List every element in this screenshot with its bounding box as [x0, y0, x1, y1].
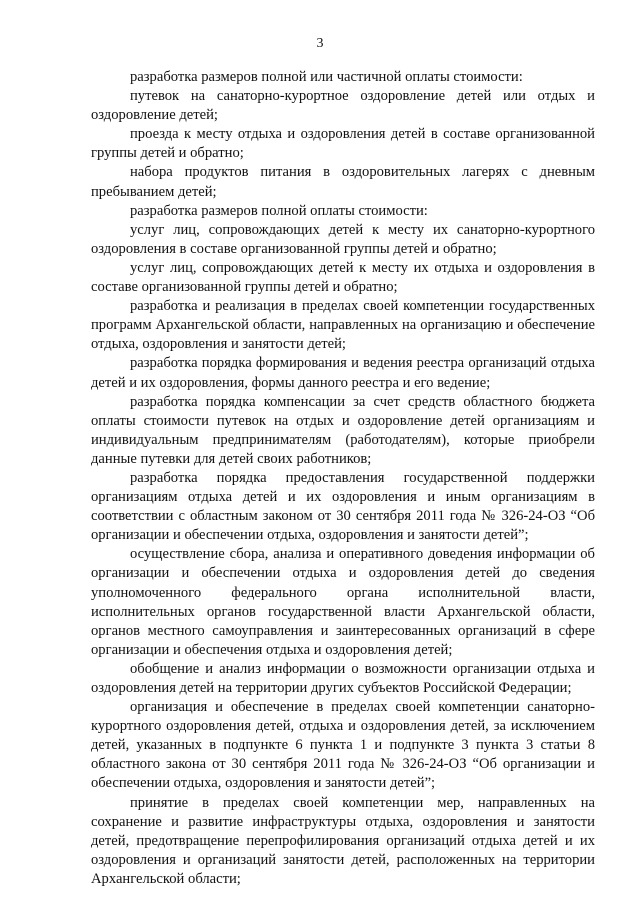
paragraph: набора продуктов питания в оздоровительных лагерях с дневным пребыванием детей;	[91, 164, 595, 200]
paragraph: услуг лиц, сопровождающих детей к месту их отдыха и оздоровления в составе организованной группы детей и обратно;	[91, 259, 595, 296]
paragraph: разработка и реализация в пределах своей компетенции государственных программ Архангельской области, направленных на организацию и обеспечение отдыха, оздоровления и занятости детей;	[91, 298, 595, 353]
paragraph: разработка размеров полной оплаты стоимости:	[130, 202, 428, 219]
paragraph: разработка порядка предоставления государственной поддержки организациям отдыха детей и их оздоровления и иным организациям в соответствии с областным законом от 30 сентября 2011 года № 326-24-ОЗ “Об организации и обеспечении отдыха, оздоровления и занятости детей”;	[91, 469, 595, 544]
paragraph: осуществление сбора, анализа и оперативного доведения информации об организации и обеспечении отдыха и оздоровления детей до сведения уполномоченного федерального органа исполнительной власти, исполнительных органов государственной власти Архангельской области, органов местного самоуправления и заинтересованных организаций в сфере организации и обеспечения отдыха и оздоровления детей;	[91, 546, 595, 658]
paragraph: путевок на санаторно-курортное оздоровление детей или отдых и оздоровление детей;	[91, 88, 595, 124]
paragraph: разработка порядка формирования и ведения реестра организаций отдыха детей и их оздоровления, формы данного реестра и его ведение;	[91, 355, 595, 391]
document-body	[91, 68, 595, 889]
paragraph: проезда к месту отдыха и оздоровления детей в составе организованной группы детей и обратно;	[91, 126, 595, 162]
page-number: 3	[316, 36, 324, 51]
paragraph: принятие в пределах своей компетенции мер, направленных на сохранение и развитие инфраструктуры отдыха, оздоровления и занятости детей, предотвращение перепрофилирования организаций отдыха детей и их оздоровления и организаций занятости детей, расположенных на территории Архангельской области;	[91, 794, 595, 887]
paragraph: разработка размеров полной или частичной оплаты стоимости:	[130, 69, 523, 85]
paragraph: обобщение и анализ информации о возможности организации отдыха и оздоровления детей на территории других субъектов Российской Федерации;	[91, 660, 595, 696]
paragraph: разработка порядка компенсации за счет средств областного бюджета оплаты стоимости путевок на отдых и оздоровление детей организациям и индивидуальным предпринимателям (работодателям), которые приобрели данные путевки для детей своих работников;	[91, 393, 595, 467]
paragraph: услуг лиц, сопровождающих детей к месту их санаторно-курортного оздоровления в составе организованной группы детей и обратно;	[91, 221, 595, 257]
paragraph: организация и обеспечение в пределах своей компетенции санаторно-курортного оздоровления детей, отдыха и оздоровления детей, за исключением детей, указанных в подпункте 6 пункта 1 и подпункте 3 пункта 3 статьи 8 областного закона от 30 сентября 2011 года № 326-24-ОЗ “Об организации и обеспечении отдыха, оздоровления и занятости детей”;	[91, 699, 595, 792]
